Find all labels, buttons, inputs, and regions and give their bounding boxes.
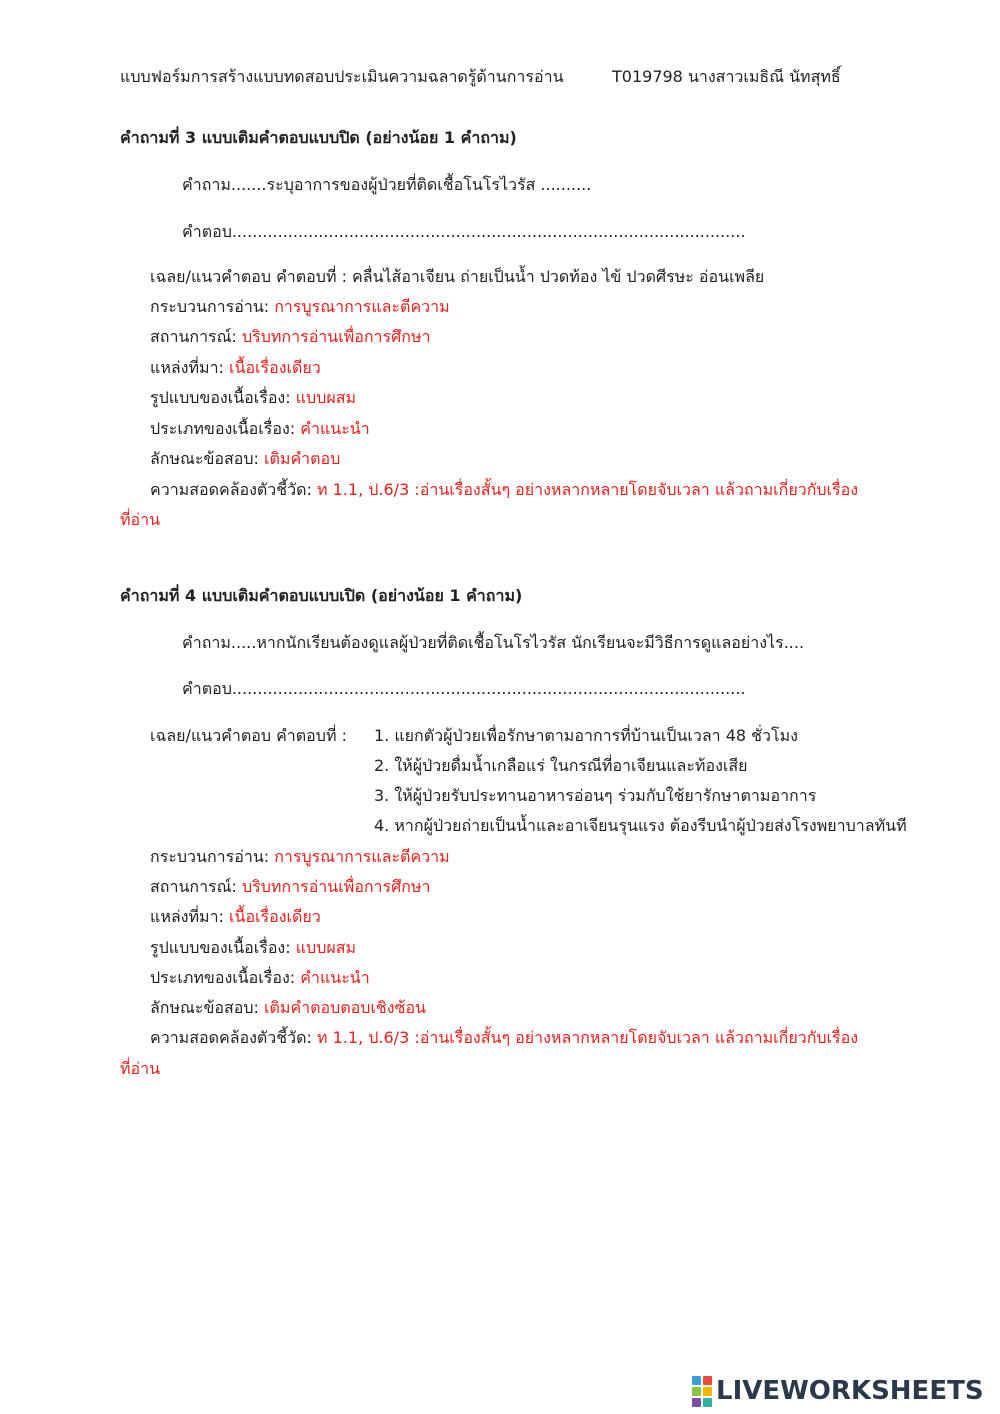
q4-source-label: แหล่งที่มา: bbox=[150, 907, 230, 926]
q4-indicator-cont: ที่อ่าน bbox=[120, 1059, 161, 1078]
q3-item-value: เติมคำตอบ bbox=[264, 449, 341, 468]
q3-situation bbox=[150, 326, 430, 348]
q3-source bbox=[150, 357, 321, 379]
q4-question: คำถาม.....หากนักเรียนต้องดูแลผู้ป่วยที่ติดเชื้อโนโรไวรัส นักเรียนจะมีวิธีการดูแลอย่างไร.... bbox=[182, 633, 805, 652]
q4-solution-item: 1. แยกตัวผู้ป่วยเพื่อรักษาตามอาการที่บ้านเป็นเวลา 48 ชั่วโมง bbox=[374, 726, 798, 745]
q4-heading: คำถามที่ 4 แบบเติมคำตอบแบบเปิด (อย่างน้อย 1 คำถาม) bbox=[120, 586, 523, 605]
q4-situation bbox=[150, 876, 430, 898]
liveworksheets-logo[interactable] bbox=[692, 1374, 984, 1408]
q3-process bbox=[150, 296, 450, 318]
q4-source bbox=[150, 906, 321, 928]
q4-situation-value: บริบทการอ่านเพื่อการศึกษา bbox=[241, 877, 431, 896]
logo-text: LIVEWORKSHEETS bbox=[716, 1376, 984, 1406]
q3-item-type bbox=[150, 448, 340, 470]
q3-item-label: ลักษณะข้อสอบ: bbox=[150, 449, 265, 468]
q4-process bbox=[150, 846, 450, 868]
q3-format-label: รูปแบบของเนื้อเรื่อง: bbox=[150, 388, 296, 407]
q4-type-label: ประเภทของเนื้อเรื่อง: bbox=[150, 968, 301, 987]
q3-situation-value: บริบทการอ่านเพื่อการศึกษา bbox=[241, 327, 431, 346]
q4-process-label: กระบวนการอ่าน: bbox=[150, 847, 275, 866]
q4-solution-item: 3. ให้ผู้ป่วยรับประทานอาหารอ่อนๆ ร่วมกับใช้ยารักษาตามอาการ bbox=[374, 786, 817, 805]
q4-indicator bbox=[150, 1027, 858, 1049]
q4-process-value: การบูรณาการและตีความ bbox=[274, 847, 450, 866]
q3-indicator-cont: ที่อ่าน bbox=[120, 510, 161, 529]
q4-item-value: เติมคำตอบตอบเชิงซ้อน bbox=[264, 998, 426, 1017]
logo-mark-icon bbox=[692, 1376, 712, 1407]
author-info: T019798 นางสาวเมธิณี นัทสุทธิ์ bbox=[612, 67, 841, 86]
q4-answer-line: คำตอบ..................................................................................................... bbox=[182, 679, 746, 698]
q3-type-value: คำแนะนำ bbox=[300, 419, 370, 438]
q4-indicator-label: ความสอดคล้องตัวชี้วัด: bbox=[150, 1028, 317, 1047]
q4-solution-item: 4. หากผู้ป่วยถ่ายเป็นน้ำและอาเจียนรุนแรง ต้องรีบนำผู้ป่วยส่งโรงพยาบาลทันที bbox=[374, 816, 907, 835]
q3-source-value: เนื้อเรื่องเดียว bbox=[229, 358, 321, 377]
q4-format bbox=[150, 937, 356, 959]
q4-indicator-value: ท 1.1, ป.6/3 :อ่านเรื่องสั้นๆ อย่างหลากหลายโดยจับเวลา แล้วถามเกี่ยวกับเรื่อง bbox=[317, 1028, 859, 1047]
q3-format-value: แบบผสม bbox=[295, 388, 357, 407]
q4-type-value: คำแนะนำ bbox=[300, 968, 370, 987]
q3-process-value: การบูรณาการและตีความ bbox=[274, 297, 450, 316]
q3-format bbox=[150, 387, 356, 409]
q4-source-value: เนื้อเรื่องเดียว bbox=[229, 907, 321, 926]
form-title: แบบฟอร์มการสร้างแบบทดสอบประเมินความฉลาดรู้ด้านการอ่าน bbox=[120, 67, 564, 86]
q3-heading: คำถามที่ 3 แบบเติมคำตอบแบบปิด (อย่างน้อย 1 คำถาม) bbox=[120, 128, 517, 147]
q4-type bbox=[150, 967, 370, 989]
q4-solution-item: 2. ให้ผู้ป่วยดื่มน้ำเกลือแร่ ในกรณีที่อาเจียนและท้องเสีย bbox=[374, 756, 748, 775]
q4-solution-label: เฉลย/แนวคำตอบ คำตอบที่ : bbox=[150, 726, 347, 745]
q3-solution: เฉลย/แนวคำตอบ คำตอบที่ : คลื่นไส้อาเจียน ถ่ายเป็นน้ำ ปวดท้อง ไข้ ปวดศีรษะ อ่อนเพลีย bbox=[150, 267, 765, 286]
q4-situation-label: สถานการณ์: bbox=[150, 877, 242, 896]
q4-format-value: แบบผสม bbox=[295, 938, 357, 957]
q3-indicator bbox=[150, 479, 858, 501]
q4-item-type bbox=[150, 997, 426, 1019]
q3-question: คำถาม.......ระบุอาการของผู้ป่วยที่ติดเชื้อโนโรไวรัส .......... bbox=[182, 175, 592, 194]
q3-answer-line: คำตอบ..................................................................................................... bbox=[182, 222, 746, 241]
q4-format-label: รูปแบบของเนื้อเรื่อง: bbox=[150, 938, 296, 957]
q3-process-label: กระบวนการอ่าน: bbox=[150, 297, 275, 316]
q3-type bbox=[150, 418, 370, 440]
q3-indicator-label: ความสอดคล้องตัวชี้วัด: bbox=[150, 480, 317, 499]
q3-indicator-value: ท 1.1, ป.6/3 :อ่านเรื่องสั้นๆ อย่างหลากหลายโดยจับเวลา แล้วถามเกี่ยวกับเรื่อง bbox=[317, 480, 859, 499]
q3-type-label: ประเภทของเนื้อเรื่อง: bbox=[150, 419, 301, 438]
q3-source-label: แหล่งที่มา: bbox=[150, 358, 230, 377]
q4-item-label: ลักษณะข้อสอบ: bbox=[150, 998, 265, 1017]
q3-situation-label: สถานการณ์: bbox=[150, 327, 242, 346]
